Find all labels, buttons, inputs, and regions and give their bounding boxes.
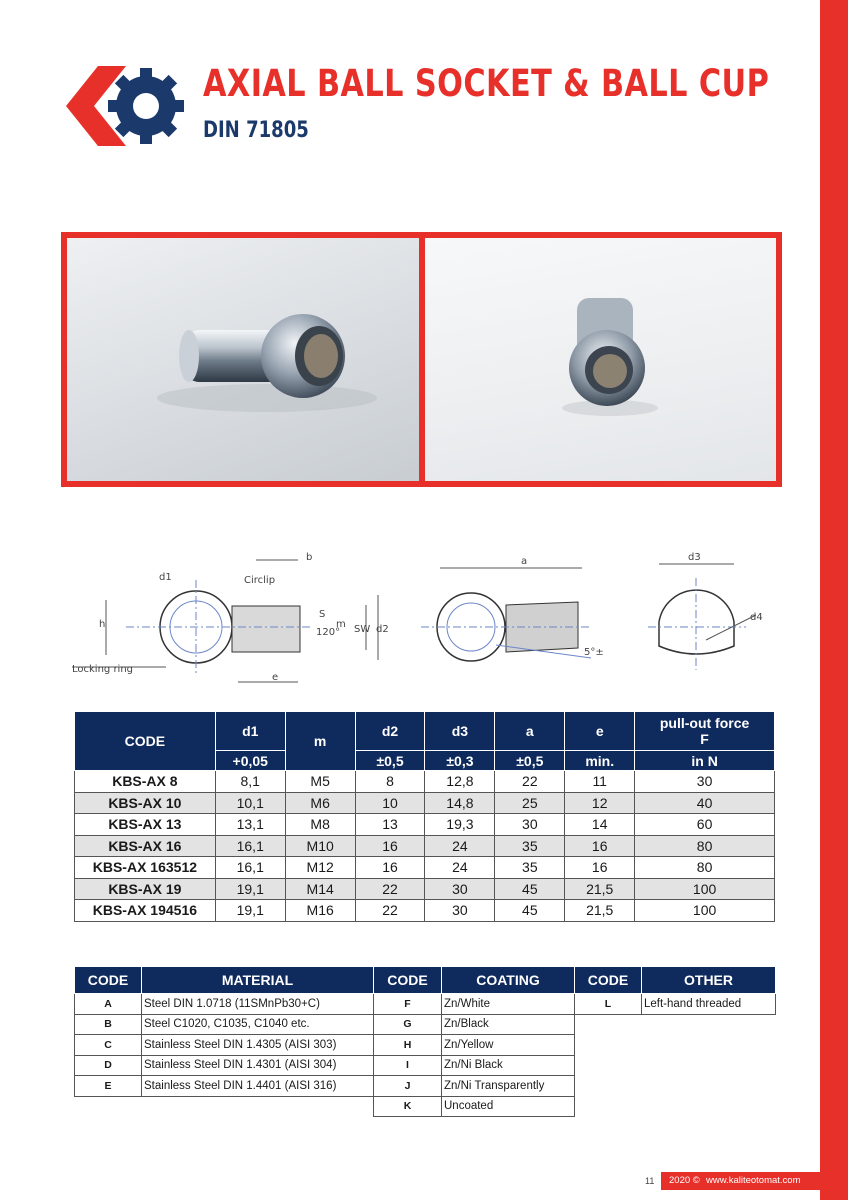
options-table [74,966,776,1117]
cell-code: KBS-AX 194516 [75,900,216,922]
other-name: Left-hand threaded [642,994,776,1015]
label-d2: d2 [376,624,389,635]
material-name: Steel C1020, C1035, C1040 etc. [142,1014,374,1035]
drawing-ball-end [648,564,756,670]
cell-code: KBS-AX 163512 [75,857,216,879]
col-header-coating-code: CODE [374,967,442,994]
footer-website-link[interactable]: www.kaliteotomat.com [706,1175,801,1186]
cell-d2: 8 [355,771,425,793]
col-header-other-code: CODE [575,967,642,994]
tol-a: ±0,5 [495,751,565,771]
cell-d3: 30 [425,878,495,900]
page-title: AXIAL BALL SOCKET & BALL CUP [203,62,770,105]
col-header-material-code: CODE [75,967,142,994]
cell-force: 100 [635,878,775,900]
col-header-d1: d1 [215,712,285,751]
col-header-other: OTHER [642,967,776,994]
product-photo-side [67,238,419,481]
table-row [75,1076,776,1097]
cell-e: 11 [565,771,635,793]
coating-name: Zn/White [442,994,575,1015]
label-b: b [306,552,313,563]
cell-d1: 19,1 [215,878,285,900]
table-row [75,1014,776,1035]
cell-a: 35 [495,857,565,879]
cell-e: 21,5 [565,900,635,922]
cell-d3: 14,8 [425,792,495,814]
label-e: e [272,672,279,683]
material-code: A [75,994,142,1015]
cell-code: KBS-AX 19 [75,878,216,900]
cell-d2: 13 [355,814,425,836]
tol-d3: ±0,3 [425,751,495,771]
table-row [75,878,775,900]
force-symbol: F [700,731,709,747]
cell-d1: 16,1 [215,857,285,879]
col-header-force [635,712,775,751]
table-row [75,994,776,1015]
cell-d2: 16 [355,857,425,879]
col-header-coating: COATING [442,967,575,994]
table-row [75,1096,776,1117]
cell-d1: 19,1 [215,900,285,922]
cell-code: KBS-AX 10 [75,792,216,814]
tol-d2: ±0,5 [355,751,425,771]
label-d1: d1 [159,572,172,583]
col-header-d3: d3 [425,712,495,751]
cell-m: M16 [285,900,355,922]
label-d4: d4 [750,612,763,623]
label-d3: d3 [688,552,701,563]
cell-m: M10 [285,835,355,857]
force-unit: in N [635,751,775,771]
cell-code: KBS-AX 8 [75,771,216,793]
cell-d2: 22 [355,900,425,922]
other-code: L [575,994,642,1015]
cell-m: M12 [285,857,355,879]
technical-drawings [66,540,786,690]
cell-e: 16 [565,835,635,857]
footer-copyright: 2020 © [669,1175,700,1186]
coating-name: Zn/Ni Black [442,1055,575,1076]
footer-bar [661,1172,820,1190]
label-m: m [336,619,346,630]
cell-d1: 10,1 [215,792,285,814]
material-name: Stainless Steel DIN 1.4401 (AISI 316) [142,1076,374,1097]
coating-code: G [374,1014,442,1035]
chevron-gear-logo-icon [66,66,186,146]
cell-e: 12 [565,792,635,814]
table-row [75,1055,776,1076]
coating-name: Zn/Black [442,1014,575,1035]
col-header-a: a [495,712,565,751]
cell-force: 40 [635,792,775,814]
label-5deg: 5°± [584,647,604,658]
coating-name: Uncoated [442,1096,575,1117]
spec-table [74,711,775,922]
label-120deg: 120° [316,627,341,638]
cell-m: M5 [285,771,355,793]
photo-frame [61,232,782,487]
product-photo-front [425,238,776,481]
cell-code: KBS-AX 16 [75,835,216,857]
cell-a: 45 [495,878,565,900]
table-row [75,814,775,836]
cell-d1: 16,1 [215,835,285,857]
col-header-code: CODE [75,712,216,771]
cell-d3: 24 [425,857,495,879]
cell-a: 45 [495,900,565,922]
coating-code: F [374,994,442,1015]
table-row [75,1035,776,1056]
material-code: D [75,1055,142,1076]
cell-a: 35 [495,835,565,857]
table-row [75,857,775,879]
label-sw: SW [354,624,371,635]
table-row [75,835,775,857]
col-header-material: MATERIAL [142,967,374,994]
cell-a: 30 [495,814,565,836]
cell-d3: 30 [425,900,495,922]
cell-force: 60 [635,814,775,836]
coating-code: K [374,1096,442,1117]
cell-force: 30 [635,771,775,793]
coating-code: J [374,1076,442,1097]
table-row [75,792,775,814]
cell-d2: 16 [355,835,425,857]
material-name: Stainless Steel DIN 1.4301 (AISI 304) [142,1055,374,1076]
cell-e: 21,5 [565,878,635,900]
table-row [75,771,775,793]
material-code: E [75,1076,142,1097]
cell-e: 14 [565,814,635,836]
coating-name: Zn/Yellow [442,1035,575,1056]
cell-m: M8 [285,814,355,836]
page-subtitle: DIN 71805 [203,118,309,143]
cell-d3: 12,8 [425,771,495,793]
cell-code: KBS-AX 13 [75,814,216,836]
label-s: S [319,609,326,620]
cell-m: M6 [285,792,355,814]
material-code: C [75,1035,142,1056]
cell-force: 100 [635,900,775,922]
cell-d1: 8,1 [215,771,285,793]
label-circlip: Circlip [244,575,276,586]
material-name: Stainless Steel DIN 1.4305 (AISI 303) [142,1035,374,1056]
drawing-ball-cup [421,568,591,661]
col-header-m: m [285,712,355,771]
side-accent-bar [820,0,848,1200]
cell-d3: 19,3 [425,814,495,836]
page-number: 11 [645,1176,655,1186]
col-header-e: e [565,712,635,751]
cell-force: 80 [635,857,775,879]
tol-d1: +0,05 [215,751,285,771]
col-header-d2: d2 [355,712,425,751]
force-label: pull-out force [659,715,750,731]
cell-d2: 22 [355,878,425,900]
cell-a: 22 [495,771,565,793]
cell-m: M14 [285,878,355,900]
cell-d3: 24 [425,835,495,857]
material-name: Steel DIN 1.0718 (11SMnPb30+C) [142,994,374,1015]
cell-force: 80 [635,835,775,857]
label-a: a [521,556,528,567]
e-min: min. [565,751,635,771]
coating-code: I [374,1055,442,1076]
cell-d1: 13,1 [215,814,285,836]
table-row [75,900,775,922]
coating-code: H [374,1035,442,1056]
material-code: B [75,1014,142,1035]
cell-e: 16 [565,857,635,879]
coating-name: Zn/Ni Transparently [442,1076,575,1097]
cell-a: 25 [495,792,565,814]
label-locking-ring: Locking ring [72,664,134,675]
label-h: h [99,619,106,630]
cell-d2: 10 [355,792,425,814]
